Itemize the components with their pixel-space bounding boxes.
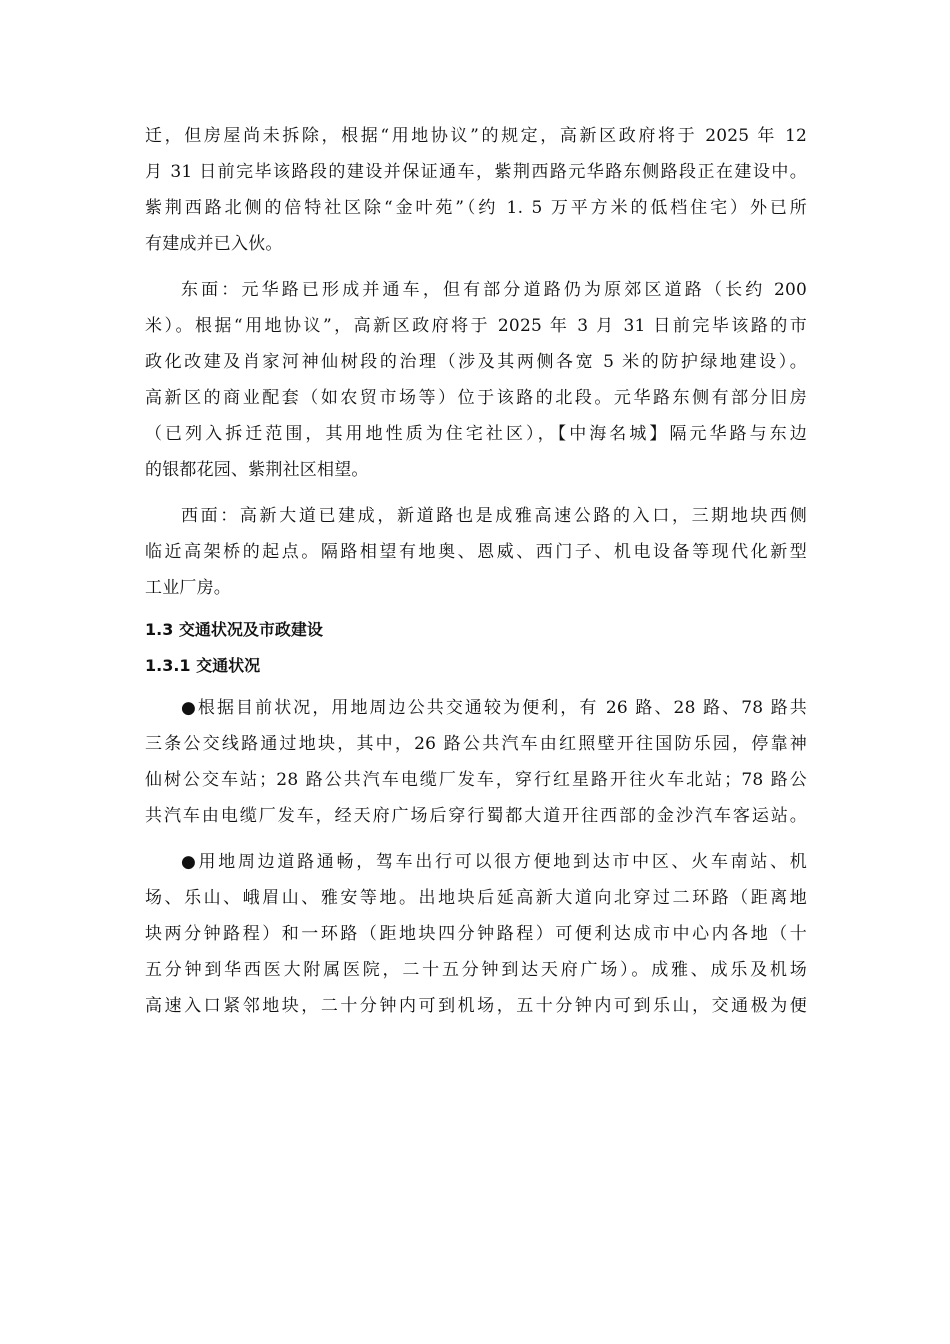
text-line: 仙树公交车站；28 路公共汽车电缆厂发车，穿行红星路开往火车北站；78 路公 (145, 770, 807, 790)
text-line: ●根据目前状况，用地周边公共交通较为便利，有 26 路、28 路、78 路共 (181, 698, 807, 718)
subsection-heading: 1.3.1 交通状况 (145, 656, 261, 675)
text-line: 紫荆西路北侧的倍特社区除“金叶苑”（约 1. 5 万平方米的低档住宅）外已所 (145, 198, 807, 218)
text-line: 共汽车由电缆厂发车，经天府广场后穿行蜀都大道开往西部的金沙汽车客运站。 (145, 806, 807, 826)
text-line: 三条公交线路通过地块，其中，26 路公共汽车由红照壁开往国防乐园，停靠神 (145, 734, 807, 754)
text-line: 有建成并已入伙。 (145, 234, 283, 254)
text-line: 场、乐山、峨眉山、雅安等地。出地块后延高新大道向北穿过二环路（距离地 (145, 888, 807, 908)
paragraph-east (145, 272, 807, 488)
text-line: （已列入拆迁范围，其用地性质为住宅社区），【中海名城】隔元华路与东边 (145, 424, 807, 444)
text-line: 五分钟到华西医大附属医院，二十五分钟到达天府广场）。成雅、成乐及机场 (145, 960, 807, 980)
text-line: 的银都花园、紫荆社区相望。 (145, 460, 369, 480)
text-line: ●用地周边道路通畅，驾车出行可以很方便地到达市中区、火车南站、机 (181, 852, 807, 872)
paragraph-driving (145, 844, 807, 1024)
section-heading: 1.3 交通状况及市政建设 (145, 620, 323, 639)
text-line: 月 31 日前完毕该路段的建设并保证通车，紫荆西路元华路东侧路段正在建设中。 (145, 162, 807, 182)
document-body (145, 118, 807, 1024)
text-line: 政化改建及肖家河神仙树段的治理（涉及其两侧各宽 5 米的防护绿地建设）。 (145, 352, 807, 372)
text-line: 工业厂房。 (145, 578, 231, 598)
text-line: 迁，但房屋尚未拆除，根据“用地协议”的规定，高新区政府将于 2025 年 12 (145, 126, 807, 146)
paragraph-south-road (145, 118, 807, 262)
text-line: 块两分钟路程）和一环路（距地块四分钟路程）可便利达成市中心内各地（十 (145, 924, 807, 944)
text-line: 东面：元华路已形成并通车，但有部分道路仍为原郊区道路（长约 200 (181, 280, 807, 300)
paragraph-public-transit (145, 690, 807, 834)
text-line: 高新区的商业配套（如农贸市场等）位于该路的北段。元华路东侧有部分旧房 (145, 388, 807, 408)
paragraph-west (145, 498, 807, 606)
text-line: 高速入口紧邻地块，二十分钟内可到机场，五十分钟内可到乐山，交通极为便 (145, 996, 807, 1016)
text-line: 米）。根据“用地协议”，高新区政府将于 2025 年 3 月 31 日前完毕该路的市 (145, 316, 807, 336)
text-line: 临近高架桥的起点。隔路相望有地奥、恩威、西门子、机电设备等现代化新型 (145, 542, 807, 562)
text-line: 西面：高新大道已建成，新道路也是成雅高速公路的入口，三期地块西侧 (181, 506, 807, 526)
